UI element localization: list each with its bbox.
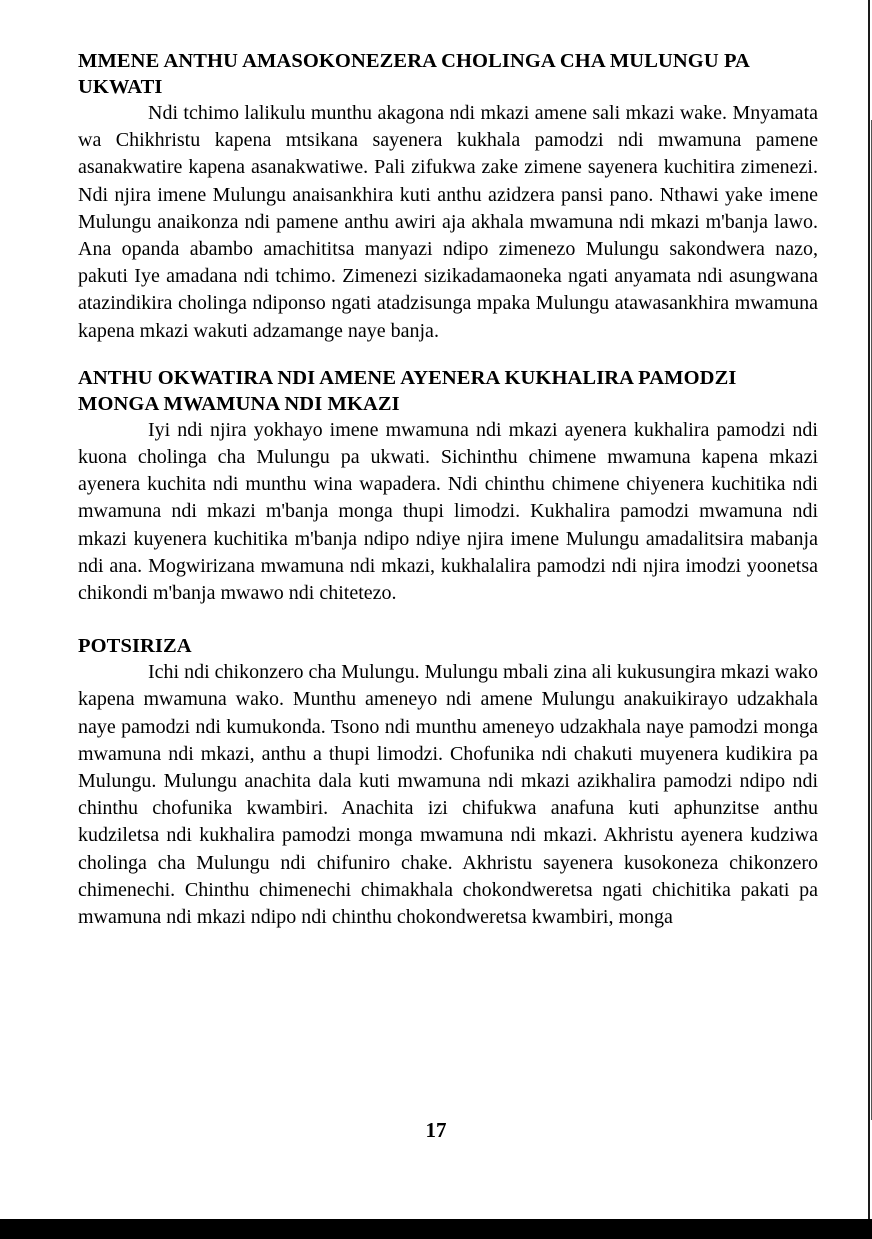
scan-edge-line — [868, 0, 870, 1219]
section-heading: ANTHU OKWATIRA NDI AMENE AYENERA KUKHALIRA PAMODZI MONGA MWAMUNA NDI MKAZI — [78, 366, 737, 415]
section-paragraph: Ichi ndi chikonzero cha Mulungu. Mulungu mbali zina ali kukusungira mkazi wako kapena mwamuna wako. Munthu ameneyo ndi amene Mulungu anakuikirayo udzakhala naye pamodzi ndi kumukonda. Tsono ndi munthu ameneyo udzakhala naye pamodzi monga mwamuna ndi mkazi, anthu a thupi limodzi. Chofunika ndi chakuti muyenera kudikira pa Mulungu. Mulungu anachita dala kuti mwamuna ndi mkazi azikhalira pamodzi ndipo ndi chinthu chofunika kwambiri. Anachita izi chifukwa anafuna kuti aphunzitse anthu kudziletsa ndi kukhalira pamodzi monga mwamuna ndi mkazi. Akhristu ayenera kudziwa cholinga cha Mulungu ndi chifuniro chake. Akhristu sayenera kusokoneza chikonzero chimenechi. Chinthu chimenechi chimakhala chokondweretsa ngati chichitika pakati pa mwamuna ndi mkazi ndipo ndi chinthu chokondweretsa kwambiri, monga — [78, 661, 818, 929]
section-married-couples — [78, 365, 818, 607]
section-paragraph: Ndi tchimo lalikulu munthu akagona ndi mkazi amene sali mkazi wake. Mnyamata wa Chikhristu kapena mtsikana sayenera kukhala pamodzi ndi mwamuna pamene asanakwatire kapena asanakwatiwe. Pali zifukwa zake zimene sayenera kuchitira zimenezi. Ndi njira imene Mulungu anaisankhira kuti anthu azidzera pansi pano. Nthawi yake imene Mulungu anaikonza ndi pamene anthu awiri aja akhala mwamuna ndi mkazi m'banja lawo. Ana opanda abambo amachititsa manyazi ndipo zimenezo Mulungu sakondwera nazo, pakuti Iye amadana ndi tchimo. Zimenezi sizikadamaoneka ngati anyamata ndi asungwana atazindikira cholinga ndiponso ngati atadzisunga mpaka Mulungu atawasankhira mwamuna kapena mkazi wakuti adzamange naye banja. — [78, 102, 818, 342]
page-content — [78, 48, 818, 931]
scan-bottom-border — [0, 1219, 872, 1239]
section-unlawful-union — [78, 48, 818, 345]
section-heading: MMENE ANTHU AMASOKONEZERA CHOLINGA CHA MULUNGU PA UKWATI — [78, 50, 749, 98]
section-paragraph: Iyi ndi njira yokhayo imene mwamuna ndi mkazi ayenera kukhalira pamodzi ndi kuona cholinga cha Mulungu pa ukwati. Sichinthu chimene mwamuna kapena mkazi ayenera kuchita ndi munthu wina wapadera. Ndi chinthu chimene chiyenera kuchitika ndi mwamuna ndi mkazi m'banja monga thupi limodzi. Kukhalira pamodzi mwamuna ndi mkazi kuyenera kuchitika m'banja ndipo ndiye njira imene Mulungu amadalitsira mabanja ndi ana. Mogwirizana mwamuna ndi mkazi, kukhalalira pamodzi ndi njira imodzi yoonetsa chikondi m'banja mwawo ndi chitetezo. — [78, 418, 818, 605]
section-conclusion — [78, 633, 818, 931]
page-number: 17 — [425, 1118, 447, 1142]
section-heading: POTSIRIZA — [78, 635, 192, 658]
